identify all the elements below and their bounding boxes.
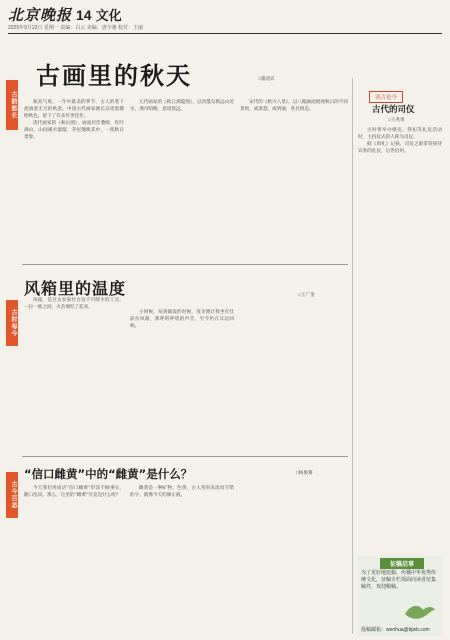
third-col-2 <box>130 486 234 500</box>
main-byline: □董国宾 <box>258 76 275 81</box>
divider-1 <box>22 264 348 265</box>
main-headline: 古画里的秋天 <box>36 62 192 90</box>
bird-icon <box>403 600 437 622</box>
right-col <box>358 128 442 156</box>
right-paragraph-2: 据《周礼》记载，司仪之职掌管接待宾客的礼仪，后世沿用。 <box>358 141 442 154</box>
main-col-3 <box>240 100 348 114</box>
right-paragraph-1: 古时将举办婚丧、祭祀等礼仪活动时，主持仪式的人称为司仪。 <box>358 128 442 140</box>
call-for-papers-email: 投稿邮箱：wenhua@bjwb.com <box>361 627 430 633</box>
right-headline: 古代的司仪 <box>372 105 415 115</box>
column-tag-3: 古今百态 <box>6 472 18 518</box>
newspaper-logo: 北京晚报 <box>8 6 73 24</box>
right-column-separator <box>352 78 353 634</box>
third-col-1 <box>24 486 124 500</box>
main-paragraph-2: 清代画家的《秋山图》，画面层峦叠嶂，红叶满山，山间溪水潺潺，茅屋掩映其中，一派秋日景象。 <box>24 120 124 140</box>
right-byline: □王兆勇 <box>388 117 405 122</box>
call-for-papers-title: 征稿启事 <box>380 558 424 569</box>
main-col-1 <box>24 100 124 141</box>
divider-2 <box>22 456 348 457</box>
second-paragraph-1: 风箱，是过去农家灶台边不可缺少的工具，一拉一推之间，火苗便旺了起来。 <box>24 298 124 310</box>
page-number: 14 <box>76 6 92 23</box>
right-tag: 读古论今 <box>369 91 403 103</box>
second-paragraph-2: 小时候，每到做饭的时候，母亲便让我坐在灶前拉风箱，那呼嗒呼嗒的声音，至今仍在耳边回响。 <box>130 310 234 329</box>
column-tag-2: 古时每今 <box>6 300 18 346</box>
main-paragraph-4: 宋代的《秋兴八景》，以八幅画面展现秋日的不同景致，或萧瑟，或明丽，各具情态。 <box>240 100 348 112</box>
third-byline: □杨俊赛 <box>296 470 313 475</box>
third-headline: “信口雌黄”中的“雌黄”是什么？ <box>24 467 193 481</box>
header-rule <box>8 33 442 34</box>
main-col-2 <box>130 100 234 114</box>
second-byline: □王广金 <box>298 292 315 297</box>
column-tag-1: 古韵悠长 <box>6 80 18 130</box>
main-paragraph-3: 元代画家的《秋江渔隐图》，以淡墨勾勒远山近水，渔舟唱晚，意境悠远。 <box>130 100 234 112</box>
second-col-2 <box>130 310 234 331</box>
call-for-papers-body: 为了更好地挖掘、传播中华优秀传统文化，征稿专栏现面向读者征集稿件，欢迎赐稿。 <box>361 570 437 590</box>
third-paragraph-1: 今天我们用成语“信口雌黄”形容不顾事实，随口乱说。那么，这里的“雌黄”究竟是什么呢？ <box>24 486 124 498</box>
second-headline: 风箱里的温度 <box>24 279 127 298</box>
main-paragraph-1: 秋高气爽，一年中最美的季节，古人的笔下流淌着无尽的秋意。中国古代画家擅长以笔墨描绘秋色，留下了许多传世佳作。 <box>24 100 124 119</box>
masthead <box>8 4 122 25</box>
dateline: 2025年9月22日 星期一 责编：白云 美编：唐宇驰 校对：王丽 <box>8 25 144 31</box>
third-paragraph-2: 雌黄是一种矿物，色黄，古人常用来涂改写错的字，就像今天的修正液。 <box>130 486 234 498</box>
section-label: 文化 <box>95 8 122 23</box>
second-col-1 <box>24 298 124 312</box>
